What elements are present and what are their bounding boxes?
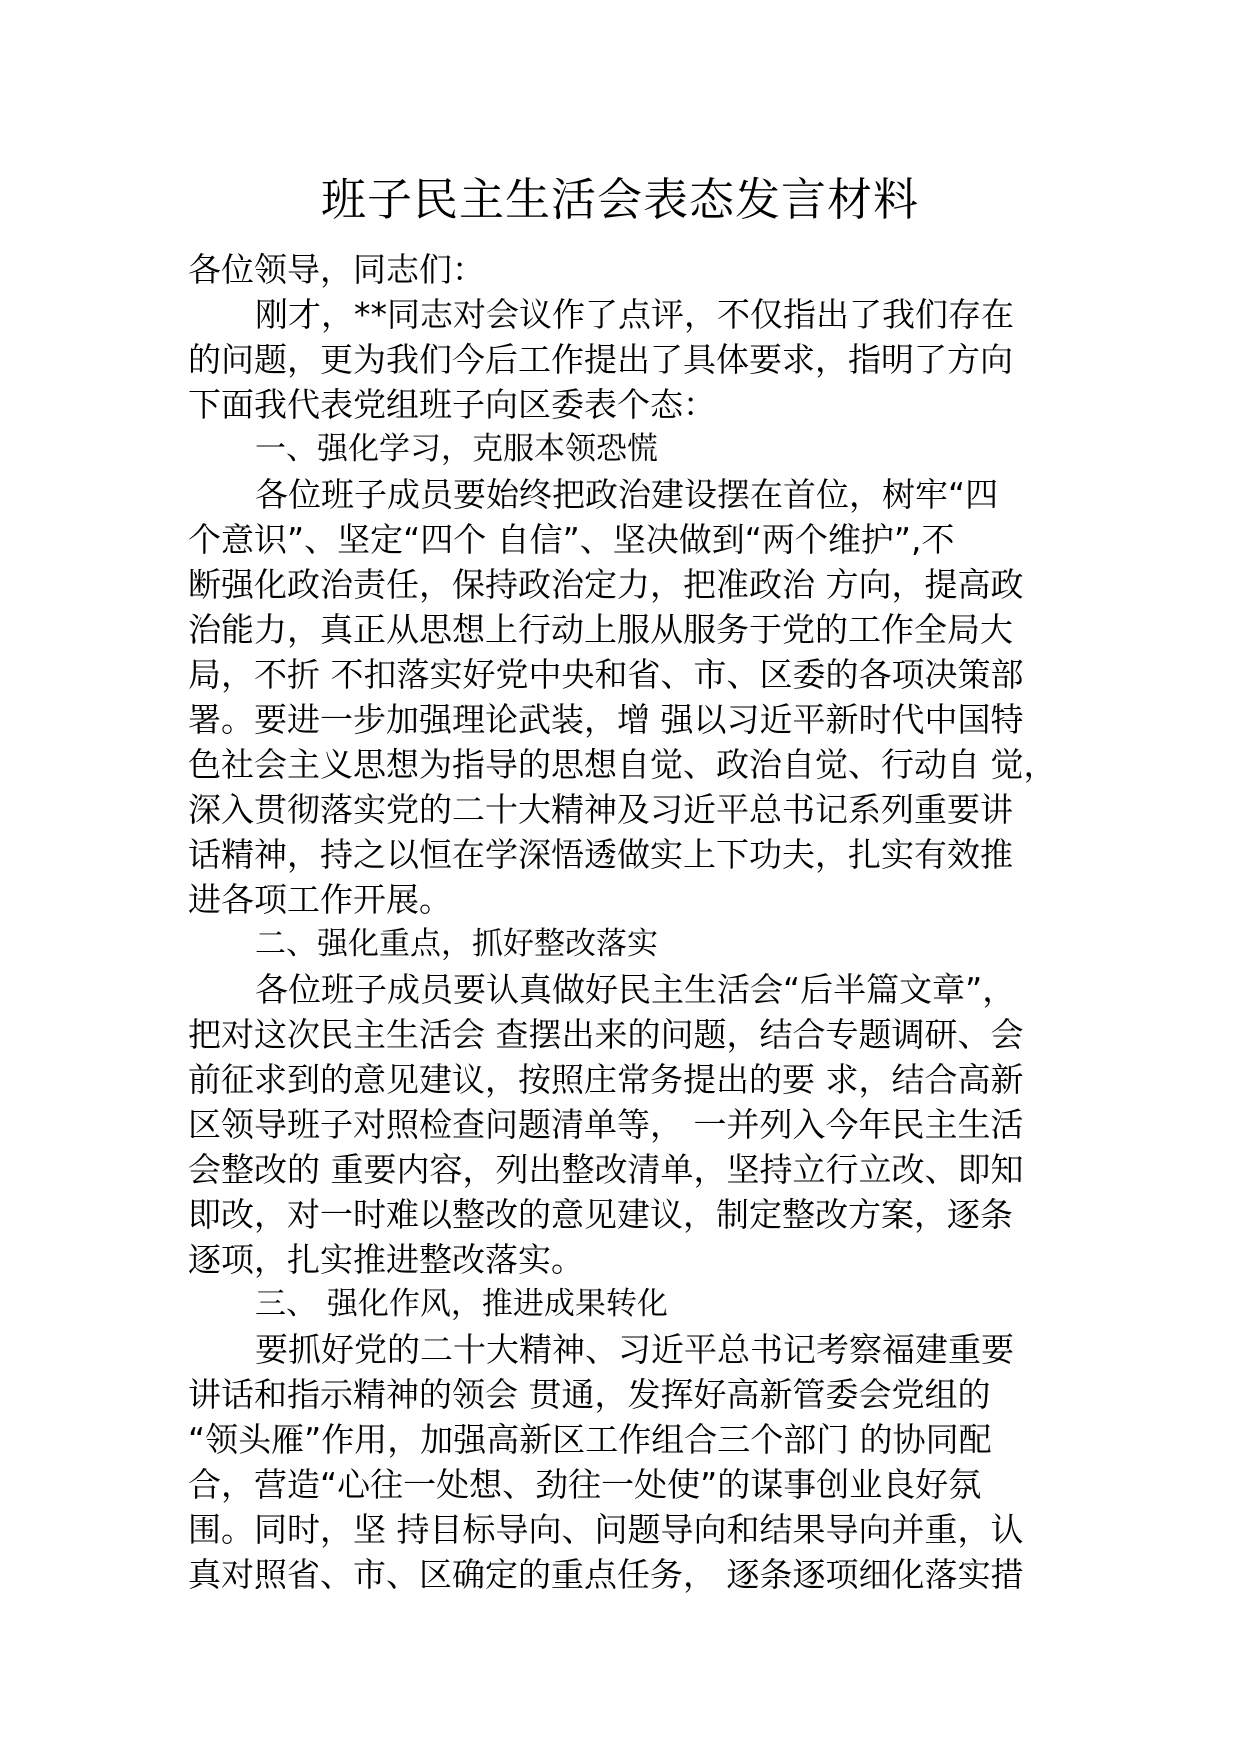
text-line: 治能力，真正从思想上行动上服从服务于党的工作全局大	[188, 610, 1013, 649]
text-line: 各位班子成员要认真做好民主生活会“后半篇文章”，	[255, 970, 1016, 1009]
document-body	[188, 247, 1088, 1597]
text-line: 话精神，持之以恒在学深悟透做实上下功夫，扎实有效推	[188, 835, 1013, 874]
text-line: 深入贯彻落实党的二十大精神及习近平总书记系列重要讲	[188, 790, 1013, 829]
text-line: 个意识”、坚定“四个 自信”、坚决做到“两个维护”,不	[188, 520, 955, 559]
text-line: 各位领导，同志们：	[188, 250, 485, 289]
text-line: 即改，对一时难以整改的意见建议，制定整改方案，逐条	[188, 1195, 1013, 1234]
text-line: 署。要进一步加强理论武装，增 强以习近平新时代中国特	[188, 700, 1024, 739]
text-line: 围。同时，坚 持目标导向、问题导向和结果导向并重，认	[188, 1510, 1024, 1549]
text-line: 会整改的 重要内容，列出整改清单，坚持立行立改、即知	[188, 1150, 1024, 1189]
text-line: 断强化政治责任，保持政治定力，把准政治 方向，提高政	[188, 565, 1024, 604]
text-line: 刚才，**同志对会议作了点评，不仅指出了我们存在	[255, 295, 1014, 334]
text-line: “领头雁”作用，加强高新区工作组合三个部门 的协同配	[188, 1420, 992, 1459]
text-line: 各位班子成员要始终把政治建设摆在首位，树牢“四	[255, 475, 999, 514]
text-line: 下面我代表党组班子向区委表个态：	[188, 385, 716, 424]
section-heading: 一、强化学习，克服本领恐慌	[255, 431, 658, 467]
text-line: 合，营造“心往一处想、劲往一处使”的谋事创业良好氛	[188, 1465, 982, 1504]
text-line: 要抓好党的二十大精神、习近平总书记考察福建重要	[255, 1330, 1014, 1369]
text-line: 的问题，更为我们今后工作提出了具体要求，指明了方向	[188, 340, 1013, 379]
text-line: 真对照省、市、区确定的重点任务， 逐条逐项细化落实措	[188, 1555, 1024, 1594]
text-line: 前征求到的意见建议，按照庄常务提出的要 求，结合高新	[188, 1060, 1024, 1099]
text-line: 局，不折 不扣落实好党中央和省、市、区委的各项决策部	[188, 655, 1024, 694]
text-line: 进各项工作开展。	[188, 880, 452, 919]
text-line: 色社会主义思想为指导的思想自觉、政治自觉、行动自 觉，	[188, 745, 1057, 784]
document-title: 班子民主生活会表态发言材料	[320, 173, 919, 226]
text-line: 讲话和指示精神的领会 贯通，发挥好高新管委会党组的	[188, 1375, 991, 1414]
section-heading: 二、强化重点，抓好整改落实	[255, 926, 658, 962]
section-heading: 三、 强化作风，推进成果转化	[255, 1286, 668, 1322]
text-line: 逐项，扎实推进整改落实。	[188, 1240, 584, 1279]
text-line: 区领导班子对照检查问题清单等， 一并列入今年民主生活	[188, 1105, 1024, 1144]
text-line: 把对这次民主生活会 查摆出来的问题，结合专题调研、会	[188, 1015, 1024, 1054]
